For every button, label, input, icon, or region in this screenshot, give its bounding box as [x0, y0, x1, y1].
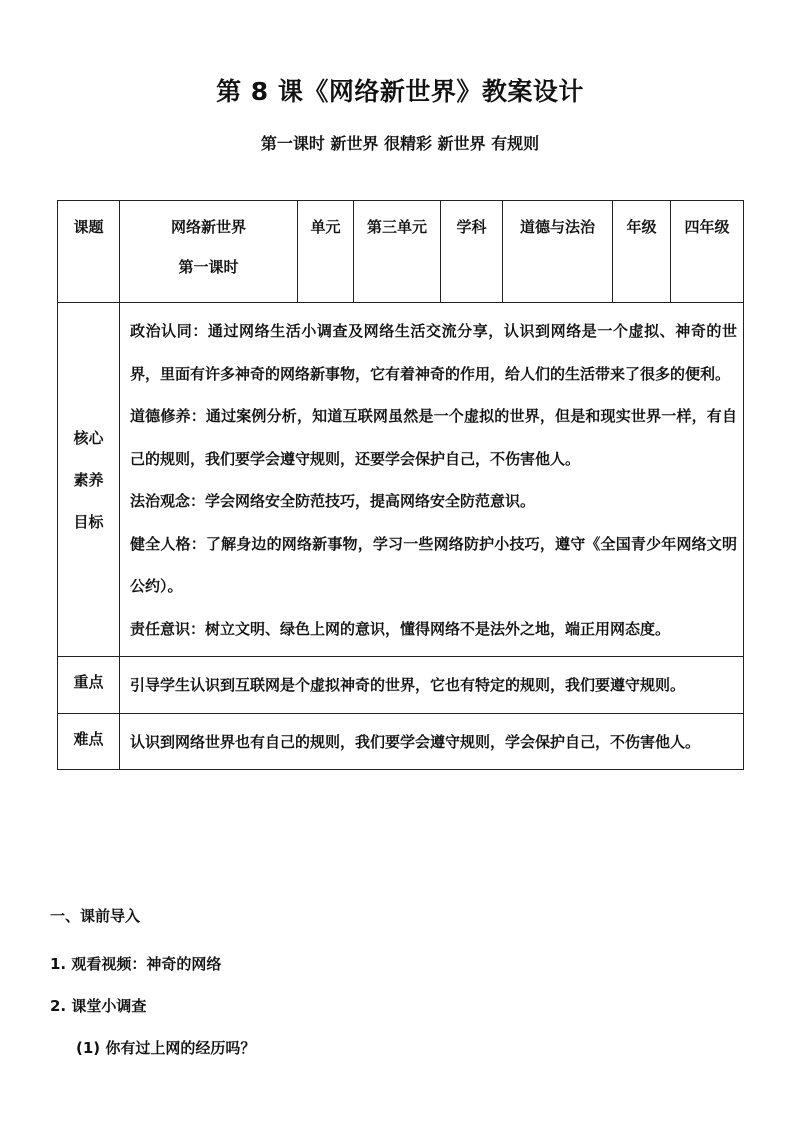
core-goals-label-line3: 目标	[73, 512, 104, 531]
core-goals-label-line2: 素养	[73, 470, 104, 489]
topic-value	[120, 201, 298, 303]
header-row	[58, 201, 744, 303]
goal-moral-cultivation: 道德修养：通过案例分析，知道互联网虽然是一个虚拟的世界，但是和现实世界一样，有自己的规则，我们要学会遵守规则，还要学会保护自己，不伤害他人。	[130, 407, 737, 468]
topic-value-line1: 网络新世界	[170, 218, 246, 236]
survey-question-1: (1) 你有过上网的经历吗？	[76, 1039, 256, 1057]
section-item-watch-video: 1. 观看视频：神奇的网络	[50, 955, 222, 973]
key-point-label: 重点	[58, 657, 120, 714]
core-goals-content	[120, 303, 744, 657]
topic-label: 课题	[58, 201, 120, 303]
grade-label: 年级	[613, 201, 671, 303]
key-point-content: 引导学生认识到互联网是个虚拟神奇的世界，它也有特定的规则，我们要遵守规则。	[120, 657, 744, 714]
key-point-row	[58, 657, 744, 714]
section-item-class-survey: 2. 课堂小调查	[50, 997, 147, 1015]
subject-value: 道德与法治	[503, 201, 613, 303]
topic-value-line2: 第一课时	[178, 258, 239, 276]
lesson-plan-table	[57, 200, 744, 770]
unit-label: 单元	[298, 201, 354, 303]
difficulty-label: 难点	[58, 713, 120, 770]
grade-value: 四年级	[671, 201, 744, 303]
goal-political-identity: 政治认同：通过网络生活小调查及网络生活交流分享，认识到网络是一个虚拟、神奇的世界，里面有许多神奇的网络新事物，它有着神奇的作用，给人们的生活带来了很多的便利。	[130, 322, 737, 383]
difficulty-row	[58, 713, 744, 770]
subject-label: 学科	[441, 201, 503, 303]
difficulty-content: 认识到网络世界也有自己的规则，我们要学会遵守规则，学会保护自己，不伤害他人。	[120, 713, 744, 770]
core-goals-row	[58, 303, 744, 657]
goal-responsibility: 责任意识：树立文明、绿色上网的意识，懂得网络不是法外之地，端正用网态度。	[130, 619, 671, 638]
goal-personality: 健全人格：了解身边的网络新事物，学习一些网络防护小技巧，遵守《全国青少年网络文明公约）。	[130, 534, 737, 595]
section-heading-pre-class: 一、课前导入	[50, 907, 141, 925]
unit-value: 第三单元	[354, 201, 441, 303]
document-subtitle: 第一课时 新世界 很精彩 新世界 有规则	[260, 134, 540, 153]
core-goals-label-line1: 核心	[73, 428, 104, 447]
document-title: 第 8 课《网络新世界》教案设计	[216, 77, 584, 106]
core-goals-label	[58, 303, 120, 657]
goal-rule-of-law: 法治观念：学会网络安全防范技巧，提高网络安全防范意识。	[130, 492, 536, 510]
